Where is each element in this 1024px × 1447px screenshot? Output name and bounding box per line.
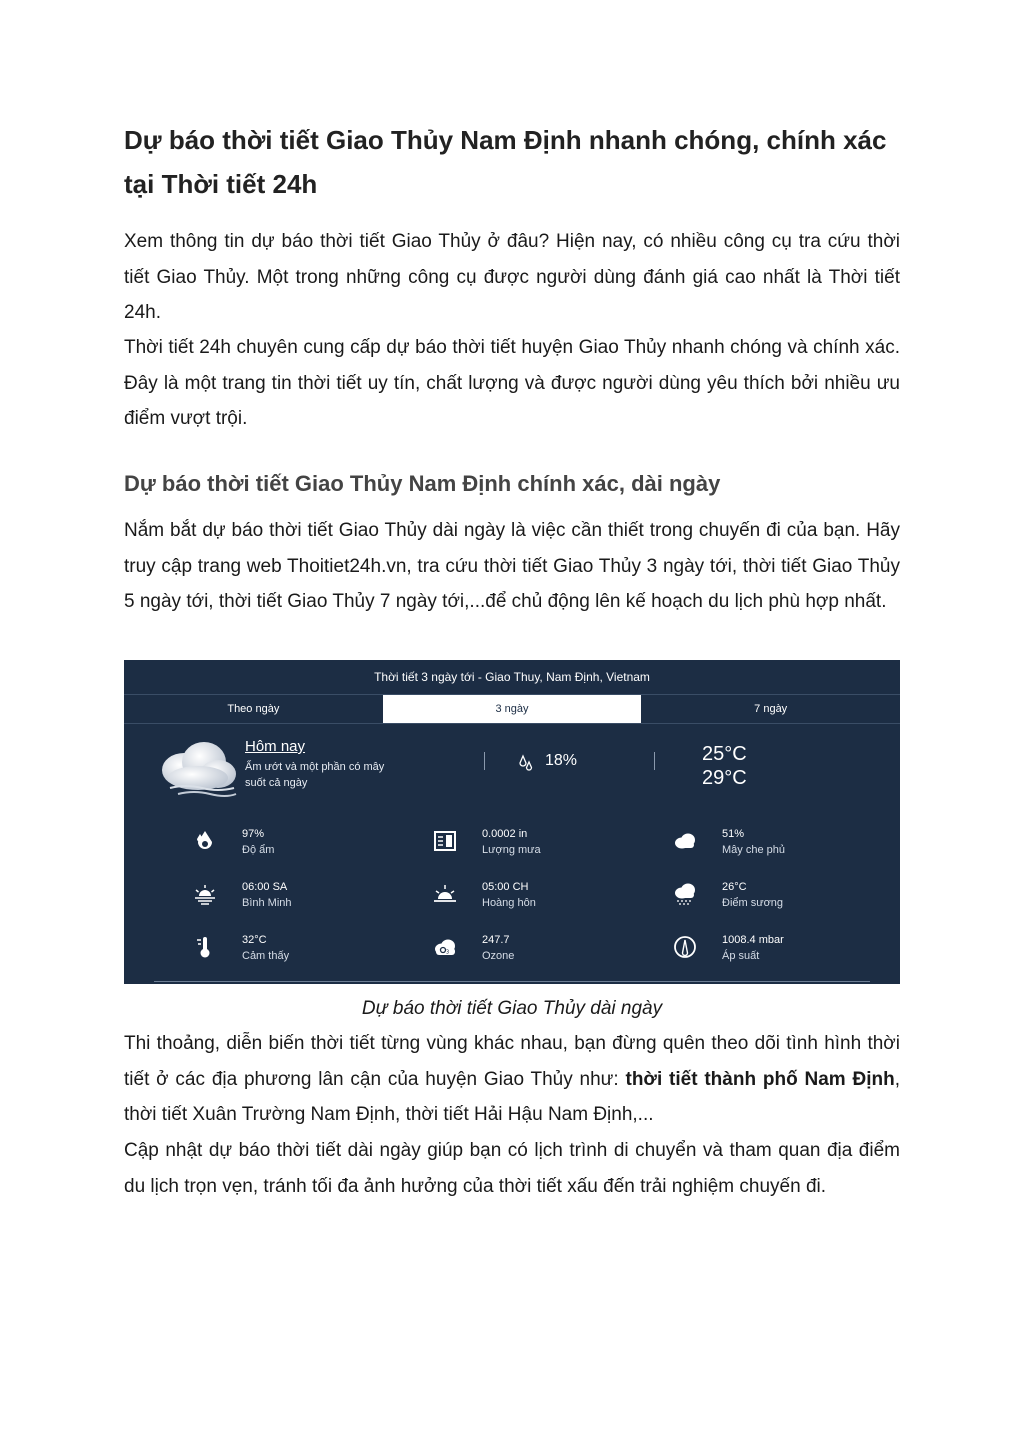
cloudy-icon (156, 738, 240, 798)
rain-chance: 18% (545, 752, 578, 769)
detail-label: Ozone (482, 950, 515, 962)
thermometer-icon (192, 934, 218, 960)
temp-low: 25°C (702, 743, 747, 765)
detail-value: 05:00 CH (482, 881, 529, 893)
nam-dinh-link[interactable]: thời tiết thành phố Nam Định (625, 1068, 895, 1090)
detail-label: Độ ẩm (242, 844, 275, 856)
detail-value: 06:00 SA (242, 881, 288, 893)
temp-high: 29°C (702, 767, 747, 789)
today-link[interactable]: Hôm nay (245, 738, 306, 755)
article-title: Dự báo thời tiết Giao Thủy Nam Định nhanh chóng, chính xác tại Thời tiết 24h (124, 125, 887, 199)
widget-tabs (124, 695, 900, 724)
raindrops-icon (518, 754, 534, 772)
text-span: Thi thoảng, diễn biến thời tiết từng vùng khác nhau, bạn đừng quên theo dõi tình hình thời tiết ở các địa phương lân cận của huyện Giao Thủy như: (124, 1033, 900, 1090)
intro-paragraph-2: Thời tiết 24h chuyên cung cấp dự báo thời tiết huyện Giao Thủy nhanh chóng và chính xác. Đây là một trang tin thời tiết uy tín, chất lượng và được người dùng yêu thích bởi nhiều ưu điểm vượt trội. (124, 337, 900, 429)
detail-dew-point (672, 877, 900, 917)
dew-point-icon (672, 881, 698, 907)
detail-sunset (432, 877, 672, 917)
pressure-icon (672, 934, 698, 960)
divider (484, 752, 485, 770)
detail-label: Bình Minh (242, 897, 292, 909)
detail-cloud-cover (672, 824, 900, 864)
detail-label: Cảm thấy (242, 950, 290, 962)
section-heading: Dự báo thời tiết Giao Thủy Nam Định chính xác, dài ngày (124, 471, 721, 496)
detail-sunrise (192, 877, 432, 917)
detail-label: Hoàng hôn (482, 897, 536, 909)
section-paragraph: Nắm bắt dự báo thời tiết Giao Thủy dài ngày là việc cần thiết trong chuyến đi của bạn. Hãy truy cập trang web Thoitiet24h.vn, tra cứu thời tiết Giao Thủy 3 ngày tới, thời tiết Giao Thủy 5 ngày tới, thời tiết Giao Thủy 7 ngày tới,...để chủ động lên kế hoạch du lịch phù hợp nhất. (124, 520, 900, 612)
detail-feels-like (192, 930, 432, 970)
detail-label: Lượng mưa (482, 844, 541, 856)
detail-value: 51% (722, 828, 745, 840)
sunrise-icon (192, 881, 218, 907)
tab-7-days[interactable]: 7 ngày (754, 703, 788, 715)
today-summary (124, 724, 900, 814)
detail-precipitation (432, 824, 672, 864)
cloud-icon (672, 828, 698, 854)
sunset-icon (432, 881, 458, 907)
detail-ozone (432, 930, 672, 970)
weather-widget (124, 660, 900, 984)
detail-label: Áp suất (722, 950, 760, 962)
nearby-paragraph (124, 1026, 900, 1133)
today-description: Ẩm ướt và một phần có mây suốt cả ngày (245, 761, 385, 789)
detail-value: 97% (242, 828, 265, 840)
detail-label: Mây che phủ (722, 844, 785, 856)
divider (154, 981, 870, 982)
widget-title: Thời tiết 3 ngày tới - Giao Thuy, Nam Định, Vietnam (124, 660, 900, 695)
detail-value: 0.0002 in (482, 828, 528, 840)
humidity-icon (192, 828, 218, 854)
tab-3-days[interactable]: 3 ngày (383, 695, 642, 723)
closing-paragraph: Cập nhật dự báo thời tiết dài ngày giúp bạn có lịch trình di chuyển và tham quan địa điểm du lịch trọn vẹn, tránh tối đa ảnh hưởng của thời tiết xấu đến trải nghiệm chuyến đi. (124, 1140, 900, 1197)
detail-label: Điểm sương (722, 897, 784, 909)
figure-caption: Dự báo thời tiết Giao Thủy dài ngày (361, 998, 663, 1019)
svg-text:3: 3 (446, 949, 450, 956)
detail-value: 1008.4 mbar (722, 934, 784, 946)
intro-paragraph: Xem thông tin dự báo thời tiết Giao Thủy ở đâu? Hiện nay, có nhiều công cụ tra cứu thời tiết Giao Thủy. Một trong những công cụ được người dùng đánh giá cao nhất là Thời tiết 24h. (124, 231, 900, 323)
detail-value: 247.7 (482, 934, 510, 946)
rain-gauge-icon (432, 828, 458, 854)
detail-humidity (192, 824, 432, 864)
tab-daily[interactable]: Theo ngày (227, 703, 280, 715)
ozone-icon (432, 934, 458, 960)
detail-value: 26°C (722, 881, 747, 893)
detail-pressure (672, 930, 900, 970)
text-span: , thời tiết Xuân Trường Nam Định, thời tiết Hải Hậu Nam Định,... (124, 1068, 900, 1125)
detail-value: 32°C (242, 934, 267, 946)
divider (654, 752, 655, 770)
